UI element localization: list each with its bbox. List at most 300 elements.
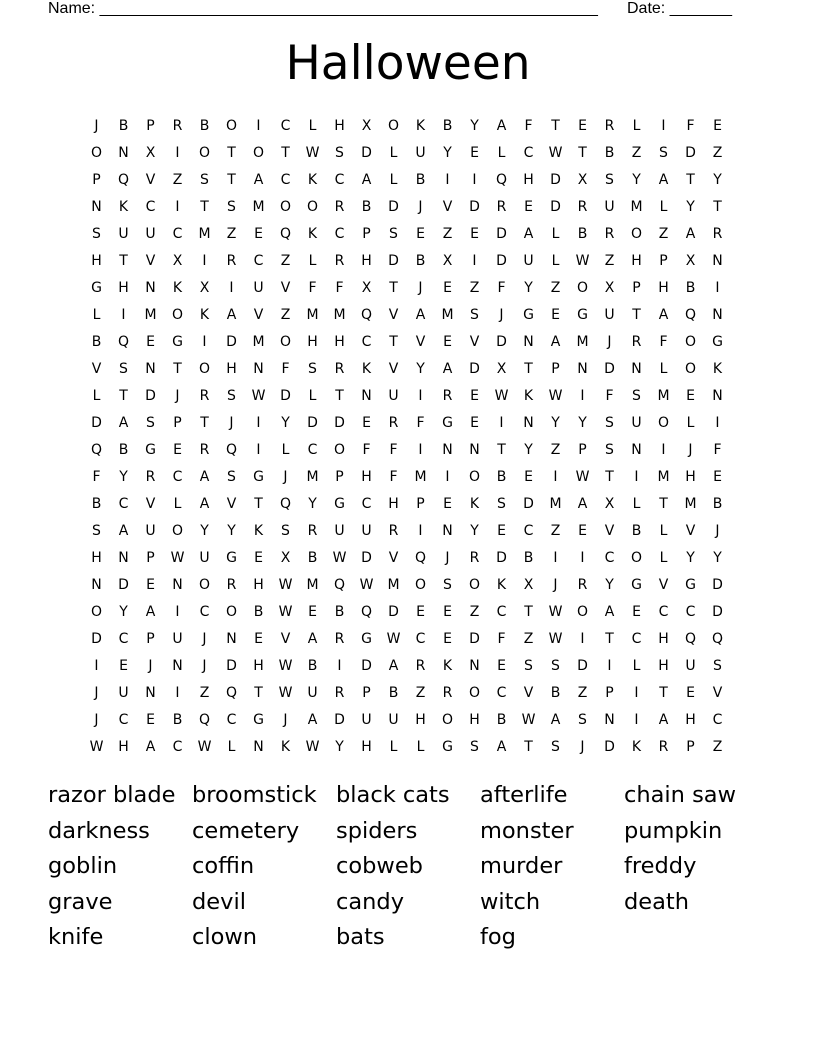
grid-letter: C [280,171,291,188]
grid-letter: W [548,387,563,404]
grid-letter: U [361,522,372,539]
grid-letter: C [280,117,291,134]
grid-letter: J [580,738,585,755]
grid-letter: K [469,495,480,512]
grid-letter: L [416,738,425,755]
grid-letter: I [175,684,180,701]
grid-letter: B [685,279,696,296]
grid-letter: N [145,279,156,296]
grid-letter: T [254,495,263,512]
grid-letter: O [198,360,211,377]
grid-letter: V [253,306,264,323]
grid-letter: V [415,333,426,350]
grid-letter: A [496,117,507,134]
grid-letter: A [550,711,561,728]
grid-letter: R [334,252,345,269]
grid-letter: Q [279,495,292,512]
grid-letter: X [685,252,696,269]
grid-letter: C [712,711,723,728]
grid-letter: W [170,549,185,566]
grid-letter: B [550,684,561,701]
grid-letter: V [226,495,237,512]
grid-letter: T [524,603,533,620]
grid-letter: B [712,495,723,512]
grid-letter: I [418,522,423,539]
grid-letter: Y [686,198,695,215]
grid-letter: K [631,738,642,755]
grid-letter: U [388,711,399,728]
grid-letter: A [523,225,534,242]
grid-letter: K [280,738,291,755]
grid-letter: S [497,495,506,512]
grid-letter: C [685,603,696,620]
grid-letter: E [119,657,128,674]
grid-letter: U [145,225,156,242]
grid-letter: S [551,738,560,755]
grid-letter: Q [711,630,724,647]
grid-letter: C [226,711,237,728]
grid-letter: X [361,279,372,296]
grid-letter: Q [90,441,103,458]
grid-letter: S [605,414,614,431]
grid-letter: I [175,144,180,161]
grid-letter: O [576,279,589,296]
grid-letter: H [361,252,372,269]
grid-letter: T [281,144,290,161]
grid-letter: S [92,225,101,242]
grid-letter: R [307,522,318,539]
grid-letter: R [226,252,237,269]
grid-letter: Q [225,684,238,701]
grid-letter: F [605,387,614,404]
grid-letter: W [548,603,563,620]
grid-letter: U [118,225,129,242]
grid-letter: Y [227,522,236,539]
grid-letter: U [523,252,534,269]
grid-letter: V [388,306,399,323]
grid-letter: I [580,630,585,647]
grid-letter: S [146,414,155,431]
grid-letter: I [121,306,126,323]
grid-letter: D [334,711,345,728]
word-bank-item: chain saw [624,782,736,808]
grid-letter: I [634,711,639,728]
grid-letter: U [145,522,156,539]
grid-letter: O [198,576,211,593]
grid-letter: Q [198,711,211,728]
grid-letter: D [118,576,129,593]
grid-letter: E [146,576,155,593]
grid-letter: M [414,468,427,485]
grid-letter: K [199,306,210,323]
grid-letter: H [307,333,318,350]
grid-letter: O [441,711,454,728]
grid-letter: B [442,117,453,134]
word-bank-item: pumpkin [624,817,723,844]
grid-letter: E [686,387,695,404]
grid-letter: E [578,117,587,134]
grid-letter: F [497,279,506,296]
grid-letter: R [145,468,156,485]
grid-letter: D [388,198,399,215]
grid-letter: L [389,738,398,755]
grid-letter: G [91,279,102,296]
grid-letter: E [632,603,641,620]
grid-letter: D [361,657,372,674]
grid-letter: B [118,117,129,134]
grid-letter: D [712,576,723,593]
grid-letter: C [307,441,318,458]
grid-letter: G [577,306,588,323]
grid-letter: B [199,117,210,134]
grid-letter: R [199,441,210,458]
grid-letter: T [173,360,182,377]
grid-letter: J [202,630,207,647]
grid-letter: E [443,279,452,296]
grid-letter: K [253,522,264,539]
grid-letter: L [632,117,641,134]
letter-grid [83,112,731,760]
grid-letter: V [712,684,723,701]
grid-letter: V [388,360,399,377]
grid-letter: Y [119,603,128,620]
grid-letter: I [202,333,207,350]
grid-letter: B [415,252,426,269]
grid-letter: H [469,711,480,728]
grid-letter: Z [550,522,561,539]
word-bank-item: freddy [624,853,697,879]
grid-letter: N [226,630,237,647]
grid-letter: G [685,576,696,593]
grid-letter: Y [713,171,722,188]
grid-letter: V [145,495,156,512]
grid-letter: D [361,144,372,161]
grid-letter: I [472,171,477,188]
grid-letter: E [470,414,479,431]
grid-letter: L [92,387,101,404]
grid-letter: T [335,387,344,404]
grid-letter: G [712,333,723,350]
grid-letter: E [686,684,695,701]
grid-letter: K [361,360,372,377]
grid-letter: G [172,333,183,350]
grid-letter: Z [469,603,480,620]
grid-letter: M [252,333,265,350]
grid-letter: V [685,522,696,539]
grid-letter: G [442,414,453,431]
grid-letter: Y [686,549,695,566]
grid-letter: A [118,414,129,431]
word-bank-item: knife [48,924,104,950]
grid-letter: P [362,684,371,701]
grid-letter: E [254,549,263,566]
grid-letter: M [144,306,157,323]
grid-letter: H [523,171,534,188]
grid-letter: H [361,738,372,755]
grid-letter: H [91,252,102,269]
grid-letter: S [92,522,101,539]
grid-letter: M [387,576,400,593]
grid-letter: I [715,414,720,431]
grid-letter: E [470,387,479,404]
grid-letter: D [469,360,480,377]
grid-letter: X [145,144,156,161]
grid-letter: E [470,225,479,242]
grid-letter: E [713,117,722,134]
grid-letter: S [605,441,614,458]
grid-letter: S [524,657,533,674]
grid-letter: Q [117,333,130,350]
grid-letter: M [684,495,697,512]
grid-letter: U [388,387,399,404]
grid-letter: I [553,468,558,485]
grid-letter: O [171,306,184,323]
grid-letter: C [172,738,183,755]
grid-letter: Y [713,549,722,566]
grid-letter: E [443,495,452,512]
grid-letter: T [524,360,533,377]
grid-letter: B [118,441,129,458]
grid-letter: R [577,198,588,215]
grid-letter: W [251,387,266,404]
grid-letter: F [281,360,290,377]
grid-letter: D [523,495,534,512]
grid-letter: E [308,603,317,620]
grid-letter: J [175,387,180,404]
grid-letter: A [658,171,669,188]
grid-letter: O [90,144,103,161]
grid-letter: R [226,576,237,593]
grid-letter: L [632,495,641,512]
grid-letter: U [604,306,615,323]
grid-letter: Z [658,225,669,242]
grid-letter: N [145,360,156,377]
grid-letter: T [389,333,398,350]
grid-letter: P [632,279,641,296]
grid-letter: C [361,333,372,350]
grid-letter: O [468,468,481,485]
grid-letter: R [388,522,399,539]
grid-letter: M [549,495,562,512]
grid-letter: M [198,225,211,242]
grid-letter: B [496,468,507,485]
grid-letter: I [175,198,180,215]
grid-letter: W [575,252,590,269]
grid-letter: K [307,225,318,242]
grid-letter: L [308,252,317,269]
grid-letter: D [91,630,102,647]
grid-letter: P [92,171,101,188]
grid-letter: H [334,117,345,134]
grid-letter: H [253,657,264,674]
grid-letter: X [172,252,183,269]
grid-letter: N [523,414,534,431]
grid-letter: L [308,117,317,134]
grid-letter: H [631,252,642,269]
grid-letter: R [577,576,588,593]
grid-letter: W [359,576,374,593]
name-field-label: Name: ________________________________________________________ [48,0,598,17]
grid-letter: N [712,387,723,404]
grid-letter: L [659,198,668,215]
grid-letter: K [118,198,129,215]
grid-letter: W [548,630,563,647]
grid-letter: A [604,603,615,620]
grid-letter: E [254,630,263,647]
grid-letter: J [715,522,720,539]
grid-letter: Y [524,279,533,296]
grid-letter: N [172,657,183,674]
grid-letter: O [306,198,319,215]
grid-letter: G [253,711,264,728]
grid-letter: C [604,549,615,566]
grid-letter: N [172,576,183,593]
grid-letter: W [548,144,563,161]
grid-letter: H [91,549,102,566]
grid-letter: S [578,711,587,728]
grid-letter: P [146,117,155,134]
grid-letter: S [659,144,668,161]
grid-letter: Y [605,576,614,593]
word-bank-item: black cats [336,782,450,808]
grid-letter: I [553,549,558,566]
grid-letter: C [118,711,129,728]
grid-letter: I [256,414,261,431]
grid-letter: I [418,441,423,458]
word-bank-item: monster [480,817,574,844]
grid-letter: Q [684,630,697,647]
grid-letter: I [445,171,450,188]
grid-letter: L [659,360,668,377]
grid-letter: O [252,144,265,161]
grid-letter: Z [280,252,291,269]
grid-letter: J [553,576,558,593]
grid-letter: Q [360,603,373,620]
grid-letter: U [334,522,345,539]
word-bank-item: broomstick [192,782,317,808]
grid-letter: E [524,198,533,215]
word-bank-item: devil [192,888,246,915]
grid-letter: N [631,441,642,458]
grid-letter: T [254,684,263,701]
grid-letter: P [335,468,344,485]
grid-letter: M [306,468,319,485]
grid-letter: R [604,117,615,134]
grid-letter: F [389,441,398,458]
grid-letter: I [94,657,99,674]
grid-letter: D [685,144,696,161]
grid-letter: Q [279,225,292,242]
grid-letter: F [686,117,695,134]
grid-letter: C [172,225,183,242]
grid-letter: J [94,711,99,728]
grid-letter: F [335,279,344,296]
grid-letter: D [712,603,723,620]
grid-letter: B [604,144,615,161]
grid-letter: O [414,576,427,593]
grid-letter: T [632,306,641,323]
grid-letter: B [307,657,318,674]
grid-letter: H [685,711,696,728]
grid-letter: O [198,144,211,161]
grid-letter: O [576,603,589,620]
grid-letter: E [146,333,155,350]
grid-letter: B [307,549,318,566]
grid-letter: O [684,333,697,350]
word-bank-item: cemetery [192,817,300,844]
grid-letter: R [334,684,345,701]
grid-letter: D [226,657,237,674]
grid-letter: O [468,684,481,701]
grid-letter: M [252,198,265,215]
grid-letter: J [499,306,504,323]
grid-letter: Z [415,684,426,701]
grid-letter: T [497,441,506,458]
grid-letter: B [496,711,507,728]
grid-letter: S [227,198,236,215]
grid-letter: F [308,279,317,296]
grid-letter: Y [308,495,317,512]
grid-letter: I [580,387,585,404]
grid-letter: I [175,603,180,620]
grid-letter: O [171,522,184,539]
grid-letter: N [577,360,588,377]
grid-letter: J [283,711,288,728]
grid-letter: Q [117,171,130,188]
grid-letter: Q [495,171,508,188]
grid-letter: L [659,549,668,566]
grid-letter: V [469,333,480,350]
grid-letter: F [362,441,371,458]
word-bank [48,778,768,956]
grid-letter: E [362,414,371,431]
grid-letter: R [712,225,723,242]
grid-letter: B [253,603,264,620]
grid-letter: F [92,468,101,485]
grid-letter: N [523,333,534,350]
grid-letter: A [685,225,696,242]
grid-letter: T [227,144,236,161]
grid-letter: D [469,198,480,215]
grid-letter: J [94,117,99,134]
grid-letter: X [604,495,615,512]
grid-letter: Y [281,414,290,431]
grid-letter: T [551,117,560,134]
grid-letter: Z [631,144,642,161]
grid-letter: J [688,441,693,458]
grid-letter: A [442,360,453,377]
grid-letter: B [172,711,183,728]
grid-letter: D [226,333,237,350]
grid-letter: V [442,198,453,215]
grid-letter: S [389,225,398,242]
grid-letter: C [334,225,345,242]
grid-letter: X [604,279,615,296]
grid-letter: O [90,603,103,620]
grid-letter: Z [280,306,291,323]
grid-letter: E [173,441,182,458]
worksheet-header [48,0,748,20]
grid-letter: D [550,171,561,188]
grid-letter: I [472,252,477,269]
grid-letter: E [524,468,533,485]
grid-letter: H [658,630,669,647]
grid-letter: M [306,306,319,323]
grid-letter: X [442,252,453,269]
grid-letter: E [443,630,452,647]
grid-letter: K [415,117,426,134]
grid-letter: O [387,117,400,134]
